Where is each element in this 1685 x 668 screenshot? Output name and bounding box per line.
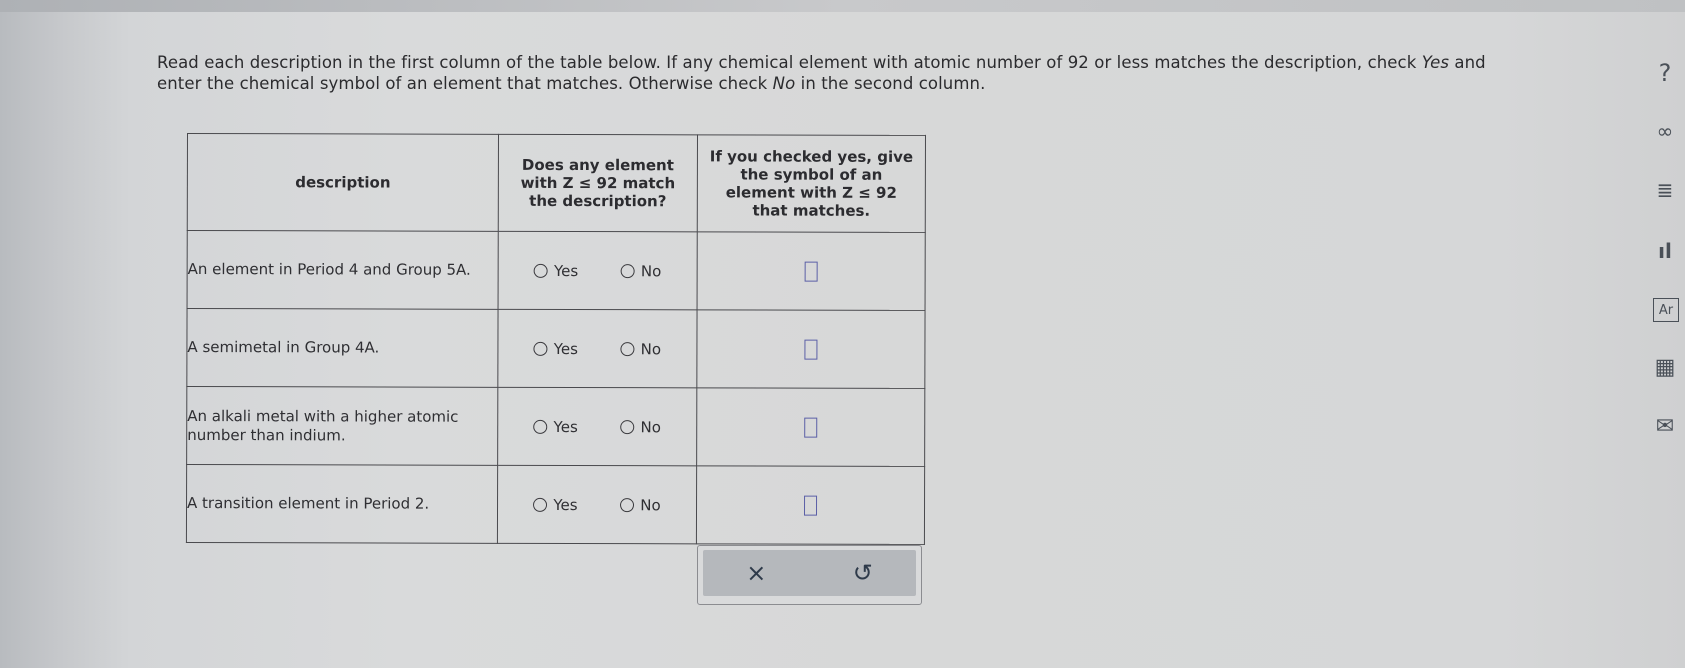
instructions-line-1: Read each description in the first column of the table below. If any chemical element with atomic number of 92 or less matches the description, check Yes and [157,53,1486,72]
row-answer [497,465,696,544]
no-option[interactable]: No [620,418,660,436]
notes-icon[interactable]: ≣ [1656,178,1674,202]
action-bar [697,545,922,605]
symbol-input[interactable] [804,495,817,515]
row-symbol-cell [697,310,925,389]
link-icon[interactable]: ∞ [1656,119,1674,143]
no-radio[interactable] [621,264,635,278]
row-description: A semimetal in Group 4A. [187,309,498,388]
yes-radio[interactable] [534,341,548,355]
table-row [187,231,925,311]
yes-option[interactable]: Yes [534,417,578,435]
instructions-line-2: enter the chemical symbol of an element that matches. Otherwise check No in the second column. [157,74,986,93]
yes-option[interactable]: Yes [534,339,578,357]
undo-button[interactable]: ↺ [852,559,873,587]
table-row [187,309,925,389]
no-radio[interactable] [620,498,634,512]
action-bar-inner [703,550,916,596]
top-band [0,0,1685,12]
row-description: An element in Period 4 and Group 5A. [187,231,498,310]
yes-radio[interactable] [534,263,548,277]
symbol-input[interactable] [805,261,818,281]
mail-icon[interactable]: ✉ [1655,413,1675,439]
header-description: description [187,134,498,232]
table-row [186,465,924,545]
yes-option[interactable]: Yes [533,495,577,513]
help-icon[interactable]: ? [1658,59,1672,87]
yes-radio[interactable] [533,497,547,511]
row-symbol-cell [696,466,924,545]
header-symbol: If you checked yes, give the symbol of an element with Z ≤ 92 that matches. [697,135,925,233]
row-description: An alkali metal with a higher atomic number than indium. [187,387,498,466]
row-answer [498,387,697,466]
chart-icon[interactable]: ıl [1658,239,1672,263]
no-radio[interactable] [621,342,635,356]
table-row [187,387,925,467]
header-match: Does any element with Z ≤ 92 match the description? [498,134,697,232]
symbol-input[interactable] [804,339,817,359]
row-answer [498,231,697,310]
instructions [157,52,1597,94]
symbol-input[interactable] [804,417,817,437]
no-option[interactable]: No [621,340,661,358]
no-option[interactable]: No [621,262,661,280]
row-description: A transition element in Period 2. [186,465,497,544]
no-radio[interactable] [620,420,634,434]
row-symbol-cell [697,388,925,467]
calculator-icon[interactable]: ▦ [1654,354,1676,380]
row-symbol-cell [697,232,925,311]
yes-option[interactable]: Yes [534,261,578,279]
question-table [186,133,926,545]
periodic-table-icon[interactable]: Ar [1653,298,1679,322]
row-answer [498,309,697,388]
yes-radio[interactable] [534,419,548,433]
clear-button[interactable]: × [746,559,767,587]
no-option[interactable]: No [620,496,660,514]
table-header-row [187,134,925,233]
